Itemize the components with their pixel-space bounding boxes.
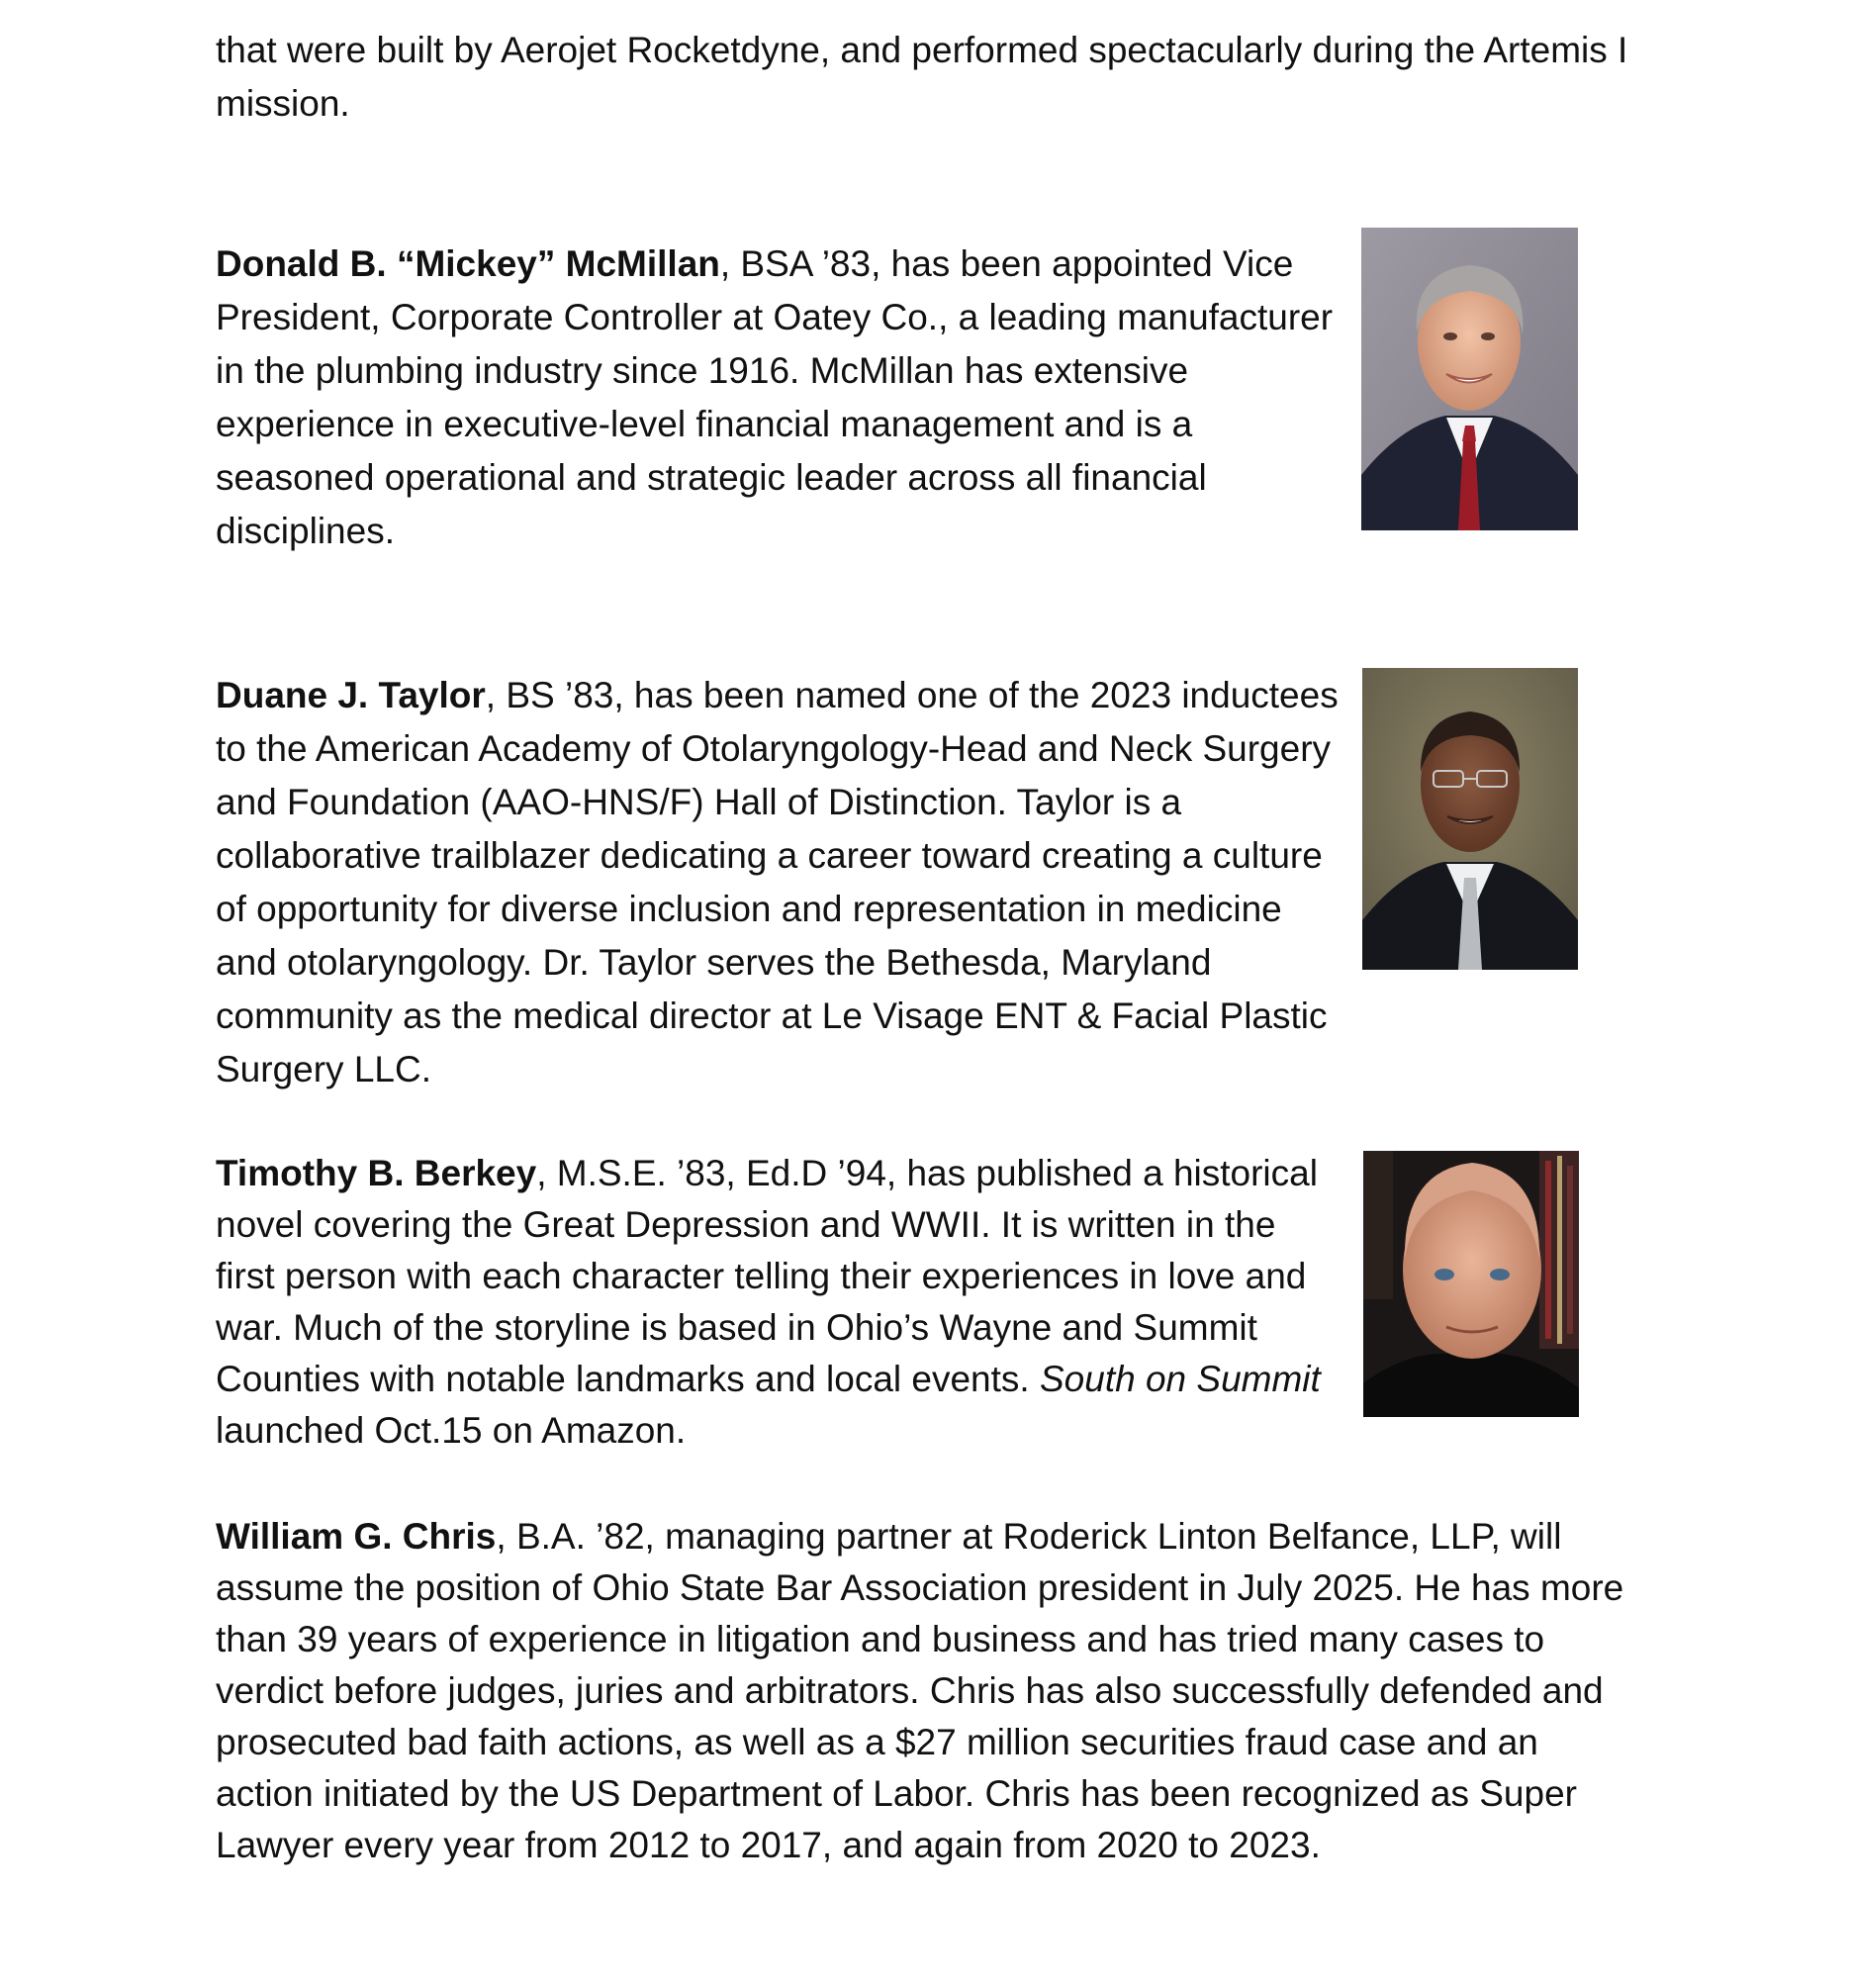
- mcmillan-portrait-photo: [1361, 228, 1578, 530]
- berkey-text-before: , M.S.E. ’83, Ed.D ’94, has published a historical novel covering the Great Depression and WWII. It is written in the first person with each character telling their experiences in love and war. Much of the storyline is based in Ohio’s Wayne and Summit Counties with notable landmarks and local events.: [216, 1153, 1318, 1399]
- berkey-portrait-photo: [1363, 1151, 1579, 1417]
- chris-name: William G. Chris: [216, 1516, 497, 1557]
- taylor-text: , BS ’83, has been named one of the 2023 inductees to the American Academy of Otolaryngology-Head and Neck Surgery and Foundation (AAO-HNS/F) Hall of Distinction. Taylor is a collaborative trailblazer dedicating a career toward creating a culture of opportunity for diverse inclusion and representation in medicine and otolaryngology. Dr. Taylor serves the Bethesda, Maryland community as the medical director at Le Visage ENT & Facial Plastic Surgery LLC.: [216, 675, 1339, 1089]
- berkey-portrait-image: [1363, 1151, 1579, 1417]
- mcmillan-paragraph: [216, 237, 1343, 558]
- taylor-portrait-image: [1362, 668, 1578, 970]
- intro-paragraph: [216, 24, 1640, 131]
- berkey-name: Timothy B. Berkey: [216, 1153, 537, 1193]
- taylor-portrait-photo: [1362, 668, 1578, 970]
- taylor-name: Duane J. Taylor: [216, 675, 486, 715]
- chris-paragraph: [216, 1511, 1640, 1871]
- intro-text: that were built by Aerojet Rocketdyne, and performed spectacularly during the Artemis I mission.: [216, 30, 1628, 124]
- mcmillan-portrait-image: [1361, 228, 1578, 530]
- chris-text: , B.A. ’82, managing partner at Roderick Linton Belfance, LLP, will assume the position of Ohio State Bar Association president in July 2025. He has more than 39 years of experience in litigation and business and has tried many cases to verdict before judges, juries and arbitrators. Chris has also successfully defended and prosecuted bad faith actions, as well as a $27 million securities fraud case and an action initiated by the US Department of Labor. Chris has been recognized as Super Lawyer every year from 2012 to 2017, and again from 2020 to 2023.: [216, 1516, 1624, 1865]
- berkey-text-after: launched Oct.15 on Amazon.: [216, 1410, 687, 1451]
- mcmillan-text: , BSA ’83, has been appointed Vice President, Corporate Controller at Oatey Co., a leading manufacturer in the plumbing industry since 1916. McMillan has extensive experience in executive-level financial management and is a seasoned operational and strategic leader across all financial disciplines.: [216, 243, 1334, 551]
- taylor-paragraph: [216, 669, 1343, 1096]
- berkey-book-title: South on Summit: [1039, 1359, 1321, 1399]
- mcmillan-name: Donald B. “Mickey” McMillan: [216, 243, 720, 284]
- berkey-paragraph: [216, 1148, 1343, 1457]
